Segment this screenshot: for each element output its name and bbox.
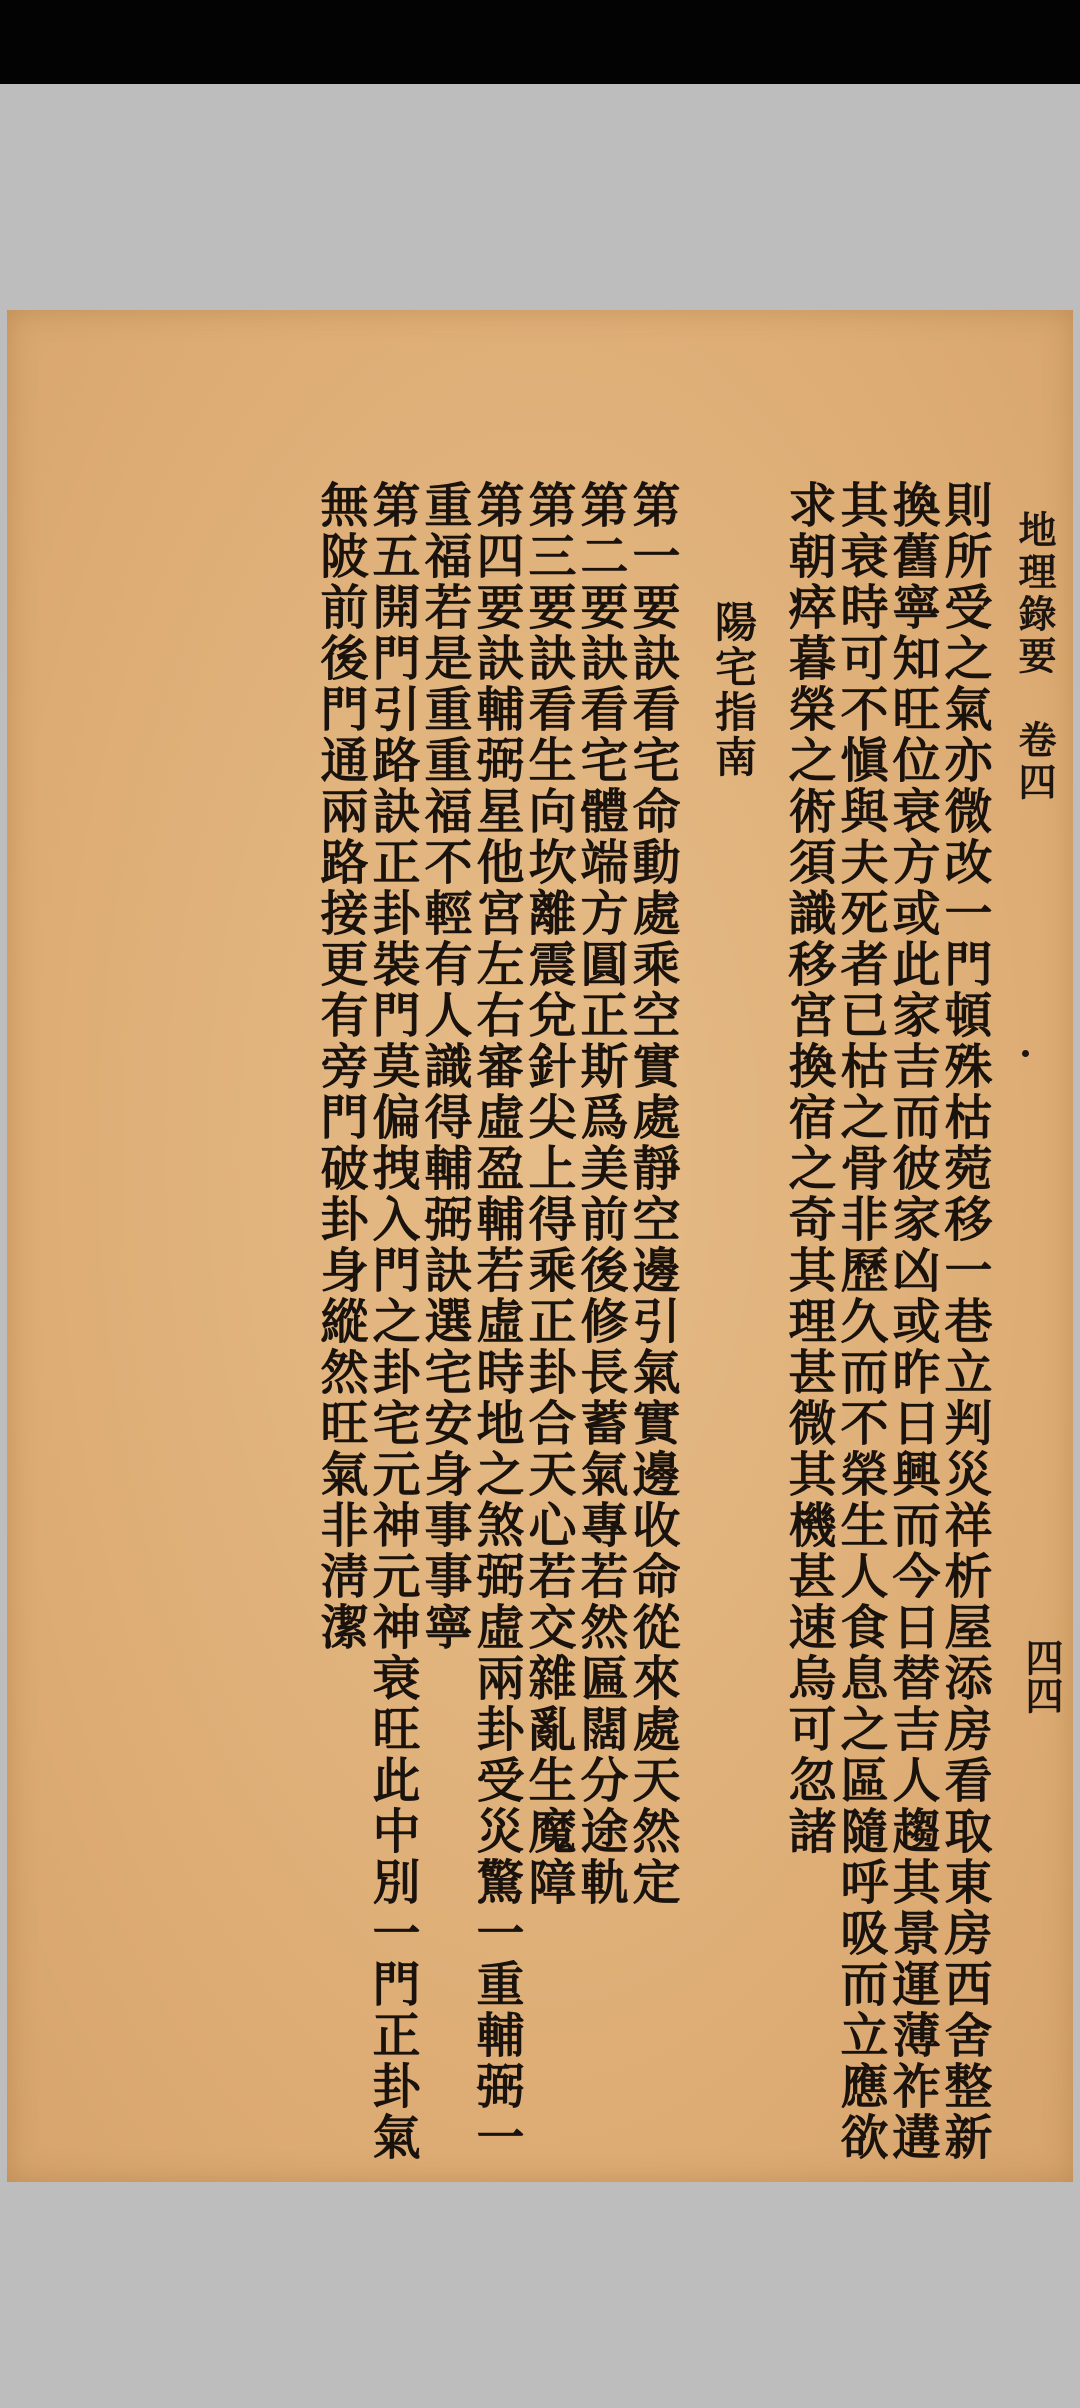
text-column-4: 求朝瘁暮榮之術須識移宮換宿之奇其理甚微其機甚速烏可忽諸 <box>780 480 836 1857</box>
text-column-3: 其衰時可不愼與夫死者已枯之骨非歷久而不榮生人食息之區隨呼吸而立應欲 <box>832 480 888 2163</box>
text-column-8: 第三要訣看生向坎離震兌針尖上得乘正卦合天心若交雜亂生魔障 <box>520 480 576 1908</box>
text-column-10: 重福若是重重福不輕有人識得輔弼訣選宅安身事事寧 <box>416 480 472 1653</box>
text-column-2: 換舊寧知旺位衰方或此家吉而彼家凶或昨日興而今日替吉人趨其景運薄祚遘 <box>884 480 940 2163</box>
text-column-6: 第一要訣看宅命動處乘空實處靜空邊引氣實邊收命從來處天然定 <box>624 480 680 1908</box>
text-column-9: 第四要訣輔弼星他宮左右審虛盈輔若虛時地之煞弼虛兩卦受災驚一重輔弼一 <box>468 480 524 2163</box>
text-column-1: 則所受之氣亦微改一門頓殊枯菀移一巷立判災祥析屋添房看取東房西舍整新 <box>936 480 992 2163</box>
text-column-12: 無陂前後門通兩路接更有旁門破卦身縱然旺氣非淸潔 <box>312 480 368 1653</box>
header-dot <box>1022 1050 1029 1057</box>
running-header: 地理錄要 卷四 <box>1012 510 1057 804</box>
status-bar <box>0 0 1080 84</box>
section-title: 陽宅指南 <box>709 600 758 780</box>
text-column-11: 第五開門引路訣正卦裝門莫偏拽入門之卦宅元神元神衰旺此中別一門正卦氣 <box>364 480 420 2163</box>
page-number: 四四 <box>1019 1638 1064 1714</box>
text-column-7: 第二要訣看宅體端方圓正斯爲美前後修長蓄氣專若然匾闊分途軌 <box>572 480 628 1908</box>
